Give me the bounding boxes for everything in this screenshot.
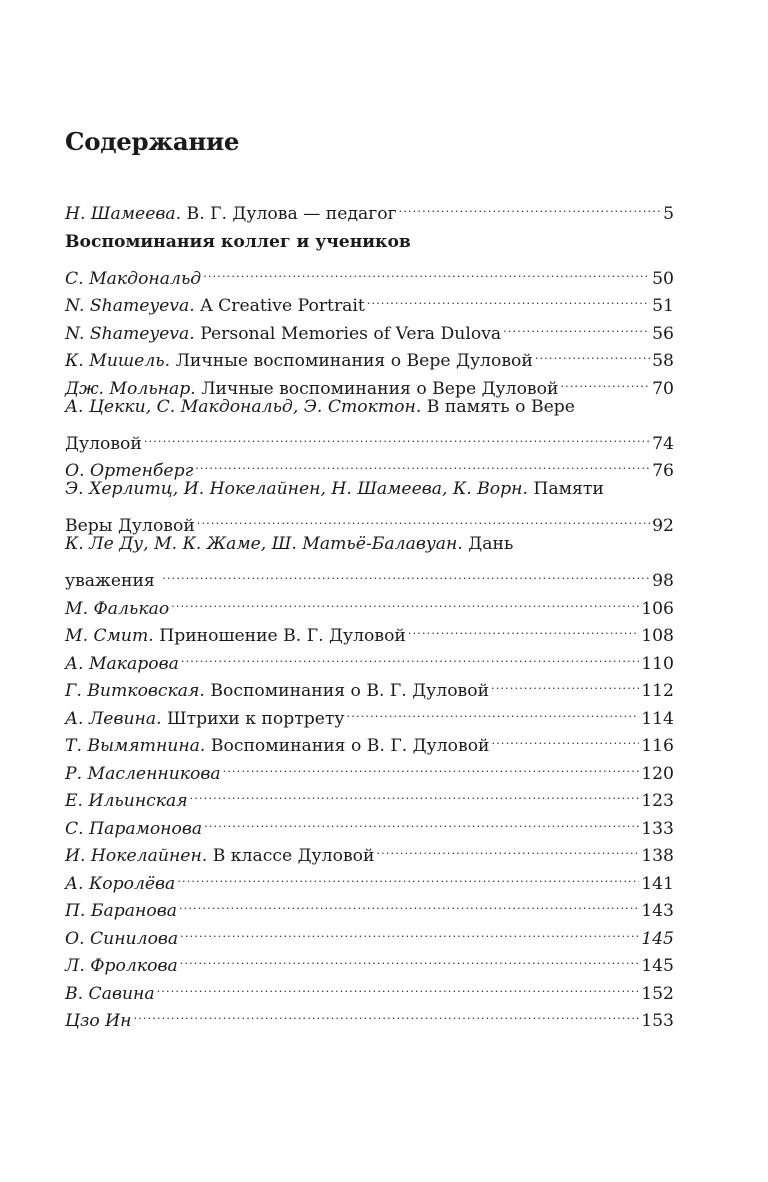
toc-author: Т. Вымятнина. bbox=[65, 736, 206, 756]
toc-page-number: 51 bbox=[652, 296, 674, 316]
toc-author: О. Синилова bbox=[65, 928, 179, 949]
toc-title: Дань bbox=[462, 534, 514, 554]
toc-author: К. Мишель. bbox=[65, 351, 171, 371]
toc-page-number: 108 bbox=[641, 626, 674, 646]
toc-entry[interactable] bbox=[65, 999, 674, 1031]
toc-title-continued: Дуловой bbox=[65, 433, 142, 454]
dot-leader bbox=[190, 779, 640, 807]
toc-page-number: 112 bbox=[641, 681, 674, 701]
dot-leader bbox=[367, 284, 650, 312]
dot-leader bbox=[197, 504, 650, 532]
toc-page-number: 92 bbox=[652, 516, 674, 536]
toc-title: Воспоминания о В. Г. Дуловой bbox=[204, 681, 490, 701]
toc-author: Цзо Ин bbox=[65, 1011, 132, 1031]
toc-title: Приношение В. Г. Дуловой bbox=[153, 626, 406, 646]
toc-entry-intro[interactable] bbox=[65, 191, 674, 224]
toc-author: О. Ортенберг bbox=[65, 461, 194, 481]
toc-author: С. Макдональд bbox=[65, 268, 202, 289]
toc-title: Воспоминания о В. Г. Дуловой bbox=[205, 736, 490, 756]
toc-author: N. Shameyeva. bbox=[65, 296, 195, 316]
toc-page-number: 120 bbox=[641, 763, 674, 784]
section-heading: Воспоминания коллег и учеников bbox=[65, 231, 411, 252]
dot-leader bbox=[180, 944, 639, 972]
toc-author: М. Фалькао bbox=[65, 598, 170, 619]
toc-page-number: 5 bbox=[663, 203, 674, 224]
toc-entry[interactable] bbox=[65, 724, 674, 756]
toc-title: A Creative Portrait bbox=[194, 296, 365, 316]
toc-entry[interactable] bbox=[65, 256, 674, 289]
dot-leader bbox=[133, 999, 639, 1027]
toc-page-number: 50 bbox=[652, 268, 674, 289]
toc-entry[interactable] bbox=[65, 311, 674, 344]
toc-author: Г. Витковская. bbox=[65, 681, 205, 701]
dot-leader bbox=[171, 586, 639, 614]
dot-leader bbox=[503, 311, 650, 339]
toc-page-number: 98 bbox=[652, 571, 674, 591]
toc-page-number: 153 bbox=[641, 1011, 674, 1031]
toc-author: Н. Шамеева. bbox=[65, 203, 182, 224]
toc-entry[interactable] bbox=[65, 751, 674, 784]
toc-author: И. Нокелайнен. bbox=[65, 846, 208, 866]
toc-author: Е. Ильинская bbox=[65, 791, 188, 811]
toc-author: К. Ле Ду, М. К. Жаме, Ш. Матьё-Балавуан. bbox=[65, 534, 463, 554]
toc-page-number: 106 bbox=[641, 598, 674, 619]
toc-entry[interactable] bbox=[65, 449, 674, 481]
toc-author: А. Цекки, С. Макдональд, Э. Стоктон. bbox=[65, 396, 422, 417]
toc-author: В. Савина bbox=[65, 983, 155, 1004]
toc-entry[interactable] bbox=[65, 284, 674, 316]
toc-entry[interactable] bbox=[65, 779, 674, 811]
dot-leader bbox=[376, 834, 639, 862]
toc-title: Штрихи к портрету bbox=[161, 708, 345, 729]
dot-leader bbox=[491, 669, 639, 697]
dot-leader bbox=[177, 861, 639, 889]
toc-page-number: 58 bbox=[652, 351, 674, 371]
toc-title: Личные воспоминания о Вере Дуловой bbox=[195, 378, 559, 399]
toc-page-number: 116 bbox=[641, 736, 674, 756]
toc-entry[interactable] bbox=[65, 916, 674, 949]
dot-leader bbox=[492, 724, 640, 752]
toc-page-number: 114 bbox=[641, 708, 674, 729]
toc-entries bbox=[65, 256, 674, 1031]
toc-page-number: 76 bbox=[652, 461, 674, 481]
toc-page-number: 145 bbox=[641, 928, 674, 949]
dot-leader bbox=[347, 696, 640, 724]
dot-leader bbox=[181, 641, 639, 669]
toc-author: Л. Фролкова bbox=[65, 956, 178, 976]
toc-author: А. Макарова bbox=[65, 653, 179, 674]
toc-page-number: 143 bbox=[641, 901, 674, 921]
toc-entry[interactable] bbox=[65, 504, 674, 536]
toc-entry[interactable] bbox=[65, 696, 674, 729]
toc-entry[interactable] bbox=[65, 669, 674, 701]
toc-entry[interactable] bbox=[65, 559, 674, 591]
dot-leader bbox=[179, 889, 639, 917]
toc-title: Памяти bbox=[527, 479, 604, 499]
toc-author: N. Shameyeva. bbox=[65, 323, 195, 344]
toc-entry[interactable] bbox=[65, 586, 674, 619]
table-of-contents bbox=[65, 191, 674, 1031]
toc-entry[interactable] bbox=[65, 339, 674, 371]
toc-author: Р. Масленникова bbox=[65, 763, 221, 784]
toc-entry[interactable] bbox=[65, 366, 674, 399]
toc-entry[interactable] bbox=[65, 971, 674, 1004]
dot-leader bbox=[162, 559, 650, 587]
toc-page-number: 56 bbox=[652, 323, 674, 344]
dot-leader bbox=[560, 366, 650, 394]
toc-page-number: 110 bbox=[641, 653, 674, 674]
toc-page-number: 133 bbox=[641, 818, 674, 839]
toc-author: А. Левина. bbox=[65, 708, 162, 729]
toc-entry[interactable] bbox=[65, 421, 674, 454]
toc-author: С. Парамонова bbox=[65, 818, 203, 839]
toc-page-number: 145 bbox=[641, 956, 674, 976]
toc-entry[interactable] bbox=[65, 641, 674, 674]
toc-title: В классе Дуловой bbox=[207, 846, 375, 866]
toc-author: М. Смит. bbox=[65, 626, 154, 646]
toc-page-number: 123 bbox=[641, 791, 674, 811]
dot-leader bbox=[408, 614, 639, 642]
toc-entry[interactable] bbox=[65, 834, 674, 866]
toc-page-number: 74 bbox=[652, 433, 674, 454]
dot-leader bbox=[195, 449, 650, 477]
toc-page-number: 152 bbox=[641, 983, 674, 1004]
toc-entry[interactable] bbox=[65, 806, 674, 839]
toc-title: В память о Вере bbox=[421, 396, 575, 417]
toc-page-number: 70 bbox=[652, 378, 674, 399]
dot-leader bbox=[204, 806, 639, 834]
toc-title: В. Г. Дулова — педагог bbox=[181, 203, 397, 224]
dot-leader bbox=[180, 916, 639, 944]
toc-page-number: 138 bbox=[641, 846, 674, 866]
dot-leader bbox=[223, 751, 640, 779]
toc-entry[interactable] bbox=[65, 614, 674, 646]
dot-leader bbox=[203, 256, 650, 284]
toc-title-continued: Веры Дуловой bbox=[65, 516, 195, 536]
toc-entry[interactable] bbox=[65, 861, 674, 894]
dot-leader bbox=[157, 971, 640, 999]
dot-leader bbox=[144, 421, 650, 449]
toc-title-continued: уважения bbox=[65, 571, 161, 591]
toc-author: П. Баранова bbox=[65, 901, 177, 921]
toc-author: Э. Херлитц, И. Нокелайнен, Н. Шамеева, К. Ворн. bbox=[65, 479, 528, 499]
toc-entry[interactable] bbox=[65, 944, 674, 976]
dot-leader bbox=[535, 339, 650, 367]
toc-author: Дж. Мольнар. bbox=[65, 378, 196, 399]
toc-title: Личные воспоминания о Вере Дуловой bbox=[170, 351, 533, 371]
toc-entry[interactable] bbox=[65, 889, 674, 921]
page-title: Содержание bbox=[65, 127, 240, 156]
toc-author: А. Королёва bbox=[65, 873, 176, 894]
toc-page-number: 141 bbox=[641, 873, 674, 894]
dot-leader bbox=[399, 191, 661, 219]
toc-title: Personal Memories of Vera Dulova bbox=[194, 323, 502, 344]
